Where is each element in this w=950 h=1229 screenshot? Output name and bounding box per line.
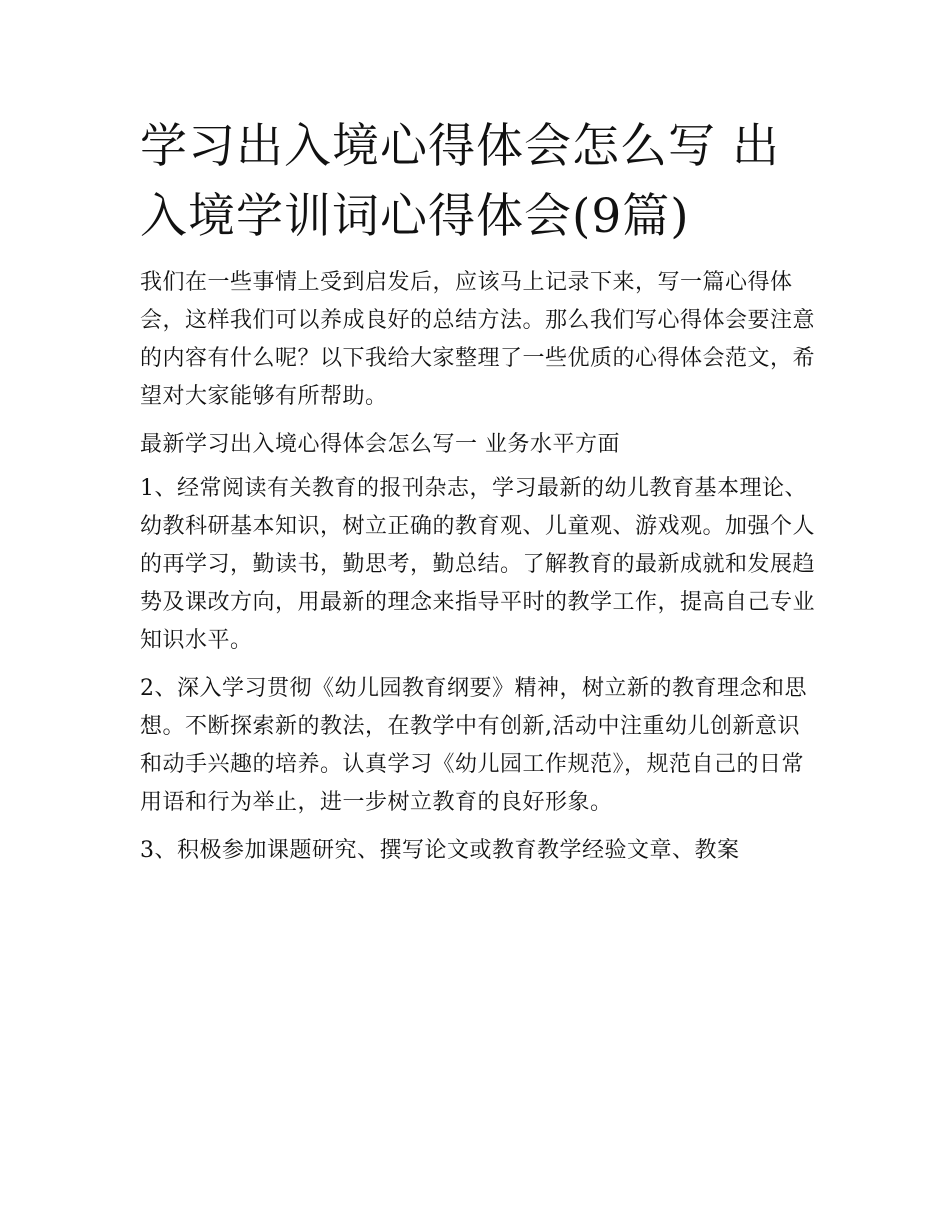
- intro-paragraph: 我们在一些事情上受到启发后，应该马上记录下来，写一篇心得体会，这样我们可以养成良好的总结方法。那么我们写心得体会要注意的内容有什么呢？以下我给大家整理了一些优质的心得体会范文，希望对大家能够有所帮助。: [140, 270, 816, 409]
- section-heading: 最新学习出入境心得体会怎么写一 业务水平方面: [140, 432, 620, 457]
- list-item: 2、深入学习贯彻《幼儿园教育纲要》精神，树立新的教育理念和思想。不断探索新的教法，在教学中有创新,活动中注重幼儿创新意识和动手兴趣的培养。认真学习《幼儿园工作规范》，规范自己的日常用语和行为举止，进一步树立教育的良好形象。: [140, 676, 807, 815]
- list-item: 1、经常阅读有关教育的报刊杂志，学习最新的幼儿教育基本理论、幼教科研基本知识，树立正确的教育观、儿童观、游戏观。加强个人的再学习，勤读书，勤思考，勤总结。了解教育的最新成就和发展趋势及课改方向，用最新的理念来指导平时的教学工作，提高自己专业知识水平。: [140, 476, 816, 653]
- list-item: 3、积极参加课题研究、撰写论文或教育教学经验文章、教案: [140, 838, 740, 863]
- document-title: 学习出入境心得体会怎么写 出入境学训词心得体会(9篇): [140, 119, 780, 244]
- document-page: [140, 112, 816, 880]
